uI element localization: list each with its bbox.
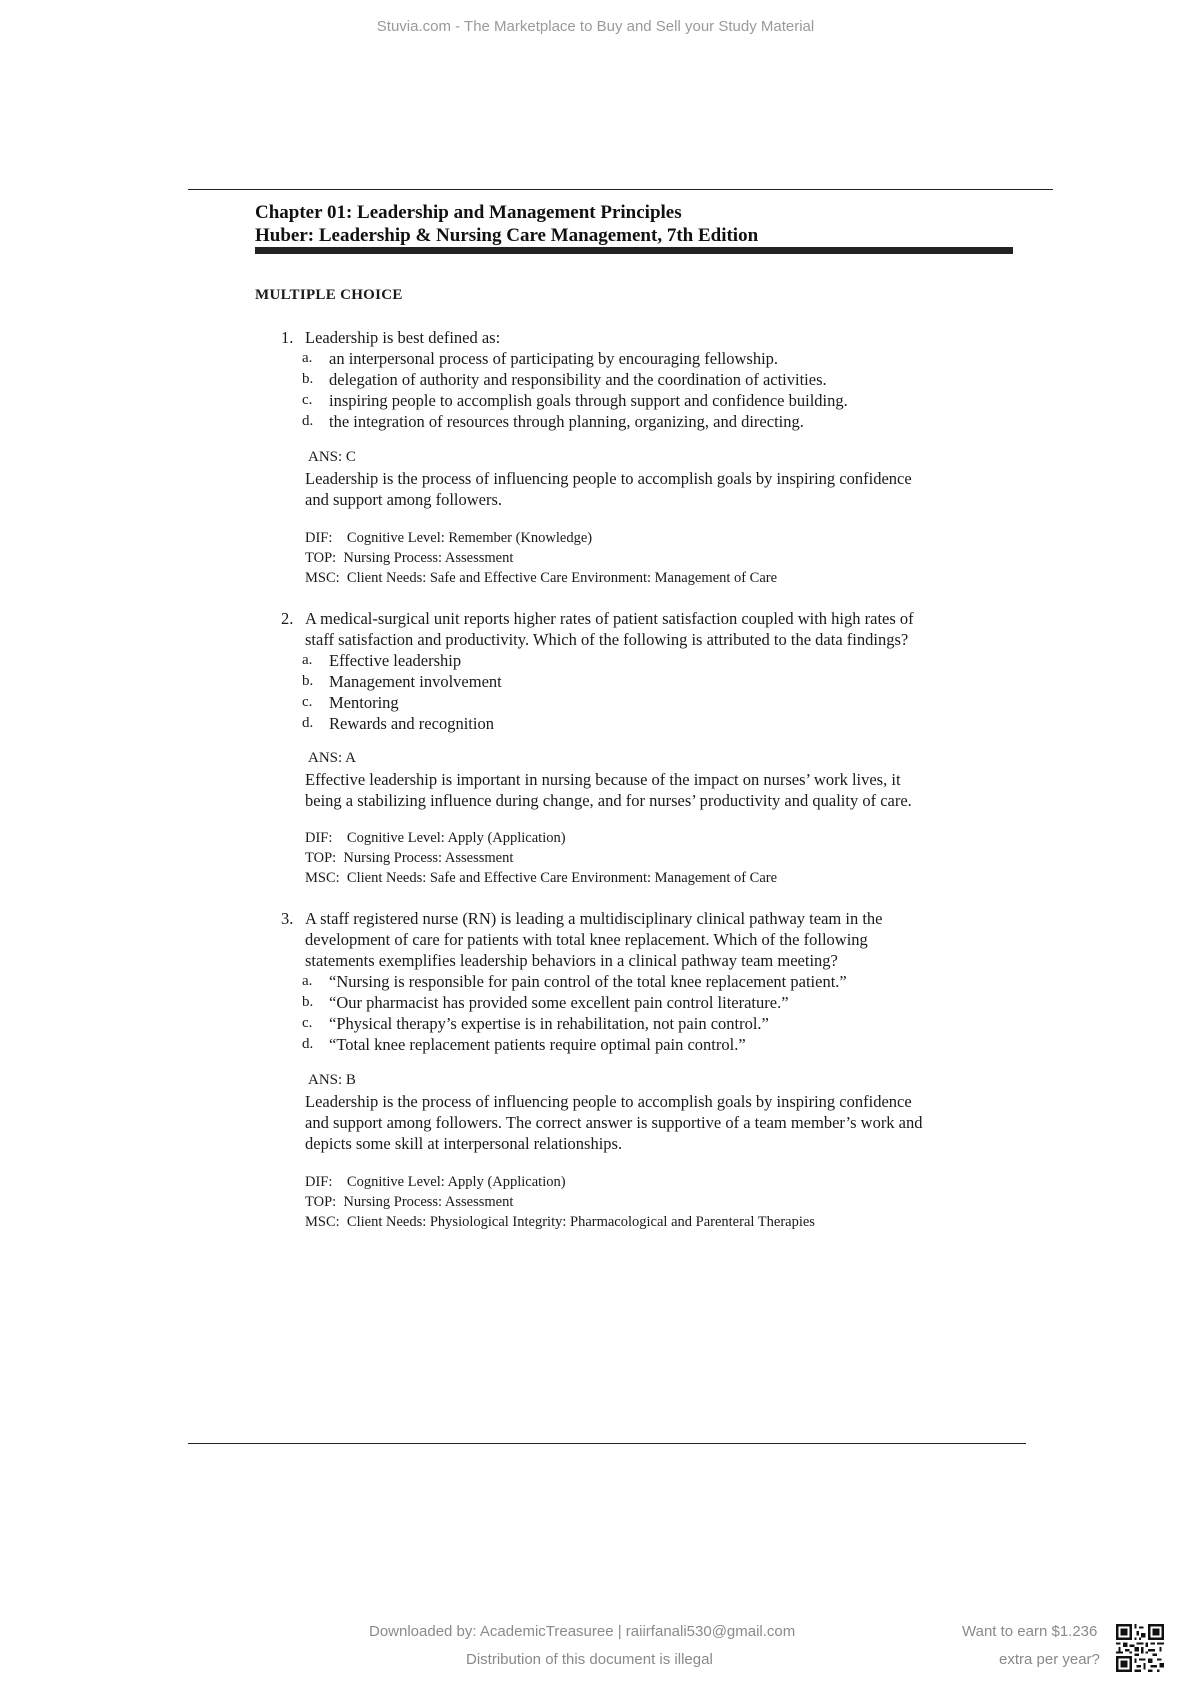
option-text: “Physical therapy’s expertise is in rehabilitation, not pain control.” — [329, 1014, 769, 1033]
option-letter: c. — [302, 694, 313, 710]
book-title: Huber: Leadership & Nursing Care Management, 7th Edition — [255, 225, 759, 246]
option-text: Mentoring — [329, 693, 399, 712]
rationale-line: Leadership is the process of influencing people to accomplish goals by inspiring confidence — [305, 469, 912, 488]
msc-line: MSC: Client Needs: Physiological Integrity: Pharmacological and Parenteral Therapies — [305, 1214, 815, 1230]
question-number: 1. — [281, 328, 294, 347]
option-text: the integration of resources through planning, organizing, and directing. — [329, 412, 804, 431]
question-number: 3. — [281, 909, 294, 928]
chapter-title: Chapter 01: Leadership and Management Principles — [255, 202, 682, 223]
rationale-line: and support among followers. The correct answer is supportive of a team member’s work and — [305, 1113, 923, 1132]
option-text: inspiring people to accomplish goals through support and confidence building. — [329, 391, 848, 410]
option-text: “Our pharmacist has provided some excellent pain control literature.” — [329, 993, 789, 1012]
question-stem: development of care for patients with total knee replacement. Which of the following — [305, 930, 868, 949]
option-letter: b. — [302, 371, 314, 387]
option-letter: c. — [302, 1015, 313, 1031]
option-letter: a. — [302, 973, 313, 989]
msc-line: MSC: Client Needs: Safe and Effective Care Environment: Management of Care — [305, 570, 778, 586]
top-line: TOP: Nursing Process: Assessment — [305, 850, 514, 866]
option-text: “Nursing is responsible for pain control of the total knee replacement patient.” — [329, 972, 847, 991]
qr-code-icon[interactable] — [1116, 1624, 1164, 1672]
downloaded-by: Downloaded by: AcademicTreasuree | raiirfanali530@gmail.com — [369, 1623, 796, 1640]
distribution-notice: Distribution of this document is illegal — [466, 1651, 713, 1668]
option-letter: d. — [302, 413, 314, 429]
dif-line: DIF: Cognitive Level: Apply (Application) — [305, 830, 566, 846]
dif-line: DIF: Cognitive Level: Remember (Knowledge) — [305, 530, 593, 546]
rationale-line: depicts some skill at interpersonal relationships. — [305, 1134, 623, 1153]
option-letter: a. — [302, 350, 313, 366]
msc-line: MSC: Client Needs: Safe and Effective Care Environment: Management of Care — [305, 870, 778, 886]
stuvia-banner: Stuvia.com - The Marketplace to Buy and Sell your Study Material — [376, 18, 815, 35]
section-heading: MULTIPLE CHOICE — [255, 287, 403, 303]
earn-line-2[interactable]: extra per year? — [999, 1651, 1100, 1668]
option-letter: d. — [302, 715, 314, 731]
title-underline — [255, 247, 1013, 254]
top-rule — [188, 189, 1053, 190]
option-text: an interpersonal process of participating by encouraging fellowship. — [329, 349, 779, 368]
top-line: TOP: Nursing Process: Assessment — [305, 1194, 514, 1210]
option-text: Management involvement — [329, 672, 502, 691]
option-letter: d. — [302, 1036, 314, 1052]
question-stem: A medical-surgical unit reports higher rates of patient satisfaction coupled with high rates of — [305, 609, 914, 628]
question-stem: statements exemplifies leadership behaviors in a clinical pathway team meeting? — [305, 951, 838, 970]
option-text: “Total knee replacement patients require optimal pain control.” — [329, 1035, 746, 1054]
question-stem: A staff registered nurse (RN) is leading a multidisciplinary clinical pathway team in the — [305, 909, 883, 928]
question-stem: Leadership is best defined as: — [305, 328, 501, 347]
question-number: 2. — [281, 609, 294, 628]
rationale-line: being a stabilizing influence during change, and for nurses’ productivity and quality of care. — [305, 791, 912, 810]
answer: ANS: C — [308, 449, 356, 465]
earn-line-1[interactable]: Want to earn $1.236 — [962, 1623, 1098, 1640]
option-letter: b. — [302, 994, 314, 1010]
option-letter: a. — [302, 652, 313, 668]
answer: ANS: A — [308, 750, 356, 766]
rationale-line: Leadership is the process of influencing people to accomplish goals by inspiring confidence — [305, 1092, 912, 1111]
option-letter: c. — [302, 392, 313, 408]
dif-line: DIF: Cognitive Level: Apply (Application) — [305, 1174, 566, 1190]
rationale-line: Effective leadership is important in nursing because of the impact on nurses’ work lives, it — [305, 770, 901, 789]
top-line: TOP: Nursing Process: Assessment — [305, 550, 514, 566]
rationale-line: and support among followers. — [305, 490, 503, 509]
option-text: Effective leadership — [329, 651, 462, 670]
bottom-rule — [188, 1443, 1026, 1444]
option-letter: b. — [302, 673, 314, 689]
answer: ANS: B — [308, 1072, 356, 1088]
question-stem: staff satisfaction and productivity. Which of the following is attributed to the data findings? — [305, 630, 909, 649]
option-text: Rewards and recognition — [329, 714, 494, 733]
option-text: delegation of authority and responsibility and the coordination of activities. — [329, 370, 827, 389]
